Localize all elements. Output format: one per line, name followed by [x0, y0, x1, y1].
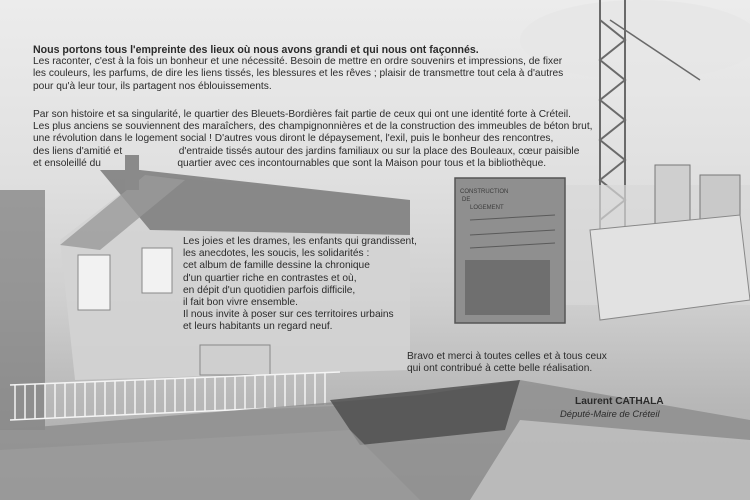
sign-text-line-3: LOGEMENT	[470, 205, 504, 211]
thanks-section	[407, 351, 727, 375]
construction-sign	[455, 178, 565, 323]
poem-line: et leurs habitants un regard neuf.	[183, 321, 333, 333]
poem-line: Il nous invite à poser sur ces territoires urbains	[183, 309, 394, 321]
poem-line: Les joies et les drames, les enfants qui grandissent,	[183, 236, 417, 247]
left-building	[0, 190, 45, 430]
signature-name: Laurent CATHALA	[575, 396, 664, 407]
paragraph-line: Les plus anciens se souviennent des maraîchers, des champignonnières et de la construction des immeubles de béton brut,	[33, 121, 593, 133]
paragraph-line: une révolution dans le logement social ! D'autres vous diront le dépaysement, l'exil, puis le bonheur des rencontres,	[33, 133, 554, 145]
poem-line: cet album de famille dessine la chronique	[183, 260, 370, 272]
intro-heading: Nous portons tous l'empreinte des lieux où nous avons grandi et qui nous ont façonnés.	[33, 44, 479, 56]
sign-text-line-2: DE	[462, 197, 471, 203]
sign-text-line-1: CONSTRUCTION	[460, 189, 509, 195]
intro-line: les couleurs, les parfums, de dire les liens tissés, les blessures et les rêves ; plaisir de transmettre tout cela à d'autres	[33, 68, 564, 80]
paragraph-line: Par son histoire et sa singularité, le quartier des Bleuets-Bordières fait partie de ceux qui ont une identité forte à Créteil.	[33, 109, 571, 120]
poem-section	[183, 236, 423, 334]
thanks-line: qui ont contribué à cette belle réalisation.	[407, 363, 593, 375]
poem-line: il fait bon vivre ensemble.	[183, 297, 298, 309]
signature-block	[560, 396, 710, 420]
history-paragraph	[33, 109, 733, 170]
thanks-line: Bravo et merci à toutes celles et à tous ceux	[407, 351, 607, 362]
poem-line: les anecdotes, les soucis, les solidarités :	[183, 248, 370, 260]
construction-building	[560, 165, 750, 320]
intro-line: Les raconter, c'est à la fois un bonheur et une nécessité. Besoin de mettre en ordre souvenirs et impressions, de fixer	[33, 56, 563, 68]
poem-line: en dépit d'un quotidien parfois difficile,	[183, 284, 356, 296]
intro-line: pour qu'à leur tour, ils partagent nos éblouissements.	[33, 80, 272, 92]
paragraph-line: des liens d'amitié et d'entraide tissés autour des jardins familiaux ou sur la place des Bouleaux, cœur paisible	[33, 145, 580, 157]
poem-line: d'un quartier riche en contrastes et où,	[183, 272, 357, 284]
intro-section	[33, 44, 733, 93]
signature-role: Député-Maire de Créteil	[560, 408, 660, 419]
paragraph-line: et ensoleillé du quartier avec ces incontournables que sont la Maison pour tous et la bibliothèque.	[33, 157, 547, 169]
